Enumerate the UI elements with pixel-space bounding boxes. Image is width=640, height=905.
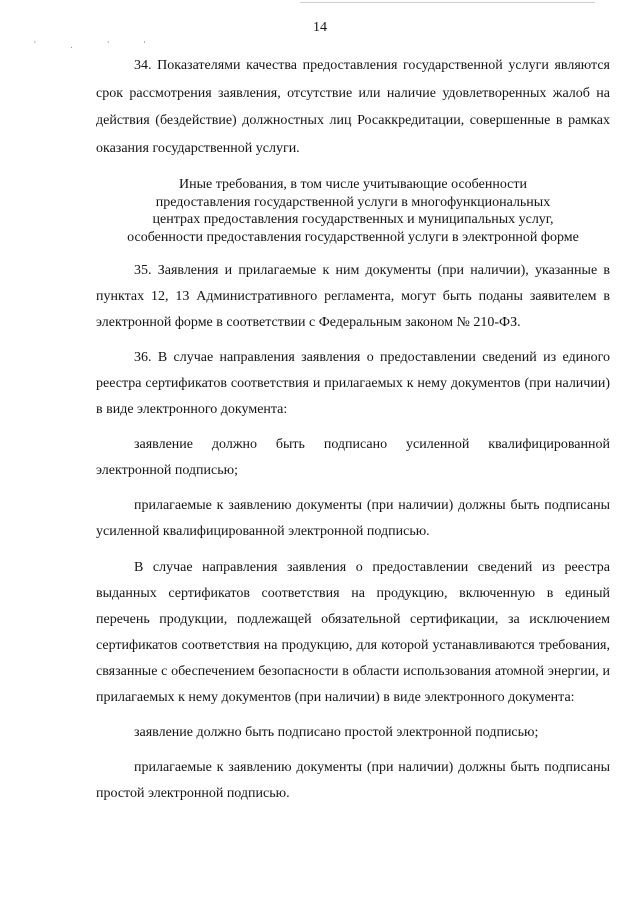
scan-artifact-line xyxy=(300,2,595,3)
paragraph-36: 36. В случае направления заявления о предоставлении сведений из единого реестра сертификатов соответствия и прилагаемых к нему документов (при наличии) в виде электронного документа: xyxy=(96,350,610,417)
section-heading xyxy=(96,176,610,246)
paragraph-34: 34. Показателями качества предоставления государственной услуги являются срок рассмотрения заявления, отсутствие или наличие удовлетворенных жалоб на действия (бездействие) должностных лиц Росаккредитации, совершенные в рамках оказания государственной услуги. xyxy=(96,58,610,156)
list-item-simple-signature-application: заявление должно быть подписано простой электронной подписью; xyxy=(134,725,539,740)
heading-line-2: предоставления государственной услуги в многофункциональных xyxy=(155,194,551,210)
section-quality-indicators xyxy=(96,52,610,162)
list-item-qualified-signature-documents: прилагаемые к заявлению документы (при наличии) должны быть подписаны усиленной квалифицированной электронной подписью. xyxy=(96,498,610,539)
section-electronic-form xyxy=(96,258,610,807)
list-item-qualified-signature-application: заявление должно быть подписано усиленной квалифицированной электронной подписью; xyxy=(96,437,610,478)
paragraph-35: 35. Заявления и прилагаемые к ним документы (при наличии), указанные в пунктах 12, 13 Административного регламента, могут быть поданы заявителем в электронной форме в соответствии с Федеральным законом № 210-ФЗ. xyxy=(96,263,610,330)
scan-artifact-marks: ' . ' ' xyxy=(34,40,162,51)
heading-line-3: центрах предоставления государственных и муниципальных услуг, xyxy=(152,212,554,227)
page-number: 14 xyxy=(313,20,327,35)
heading-line-1: Иные требования, в том числе учитывающие особенности xyxy=(178,177,527,192)
heading-line-4: особенности предоставления государственной услуги в электронной форме xyxy=(127,229,579,245)
paragraph-36-registry-case: В случае направления заявления о предоставлении сведений из реестра выданных сертификатов соответствия на продукцию, включенную в единый перечень продукции, подлежащей обязательной сертификации, за исключением сертификатов соответствия на продукцию, для которой устанавливаются требования, связанные с обеспечением безопасности в области использования атомной энергии, и прилагаемых к нему документов (при наличии) в виде электронного документа: xyxy=(96,560,610,705)
list-item-simple-signature-documents: прилагаемые к заявлению документы (при наличии) должны быть подписаны простой электронной подписью. xyxy=(96,760,610,801)
